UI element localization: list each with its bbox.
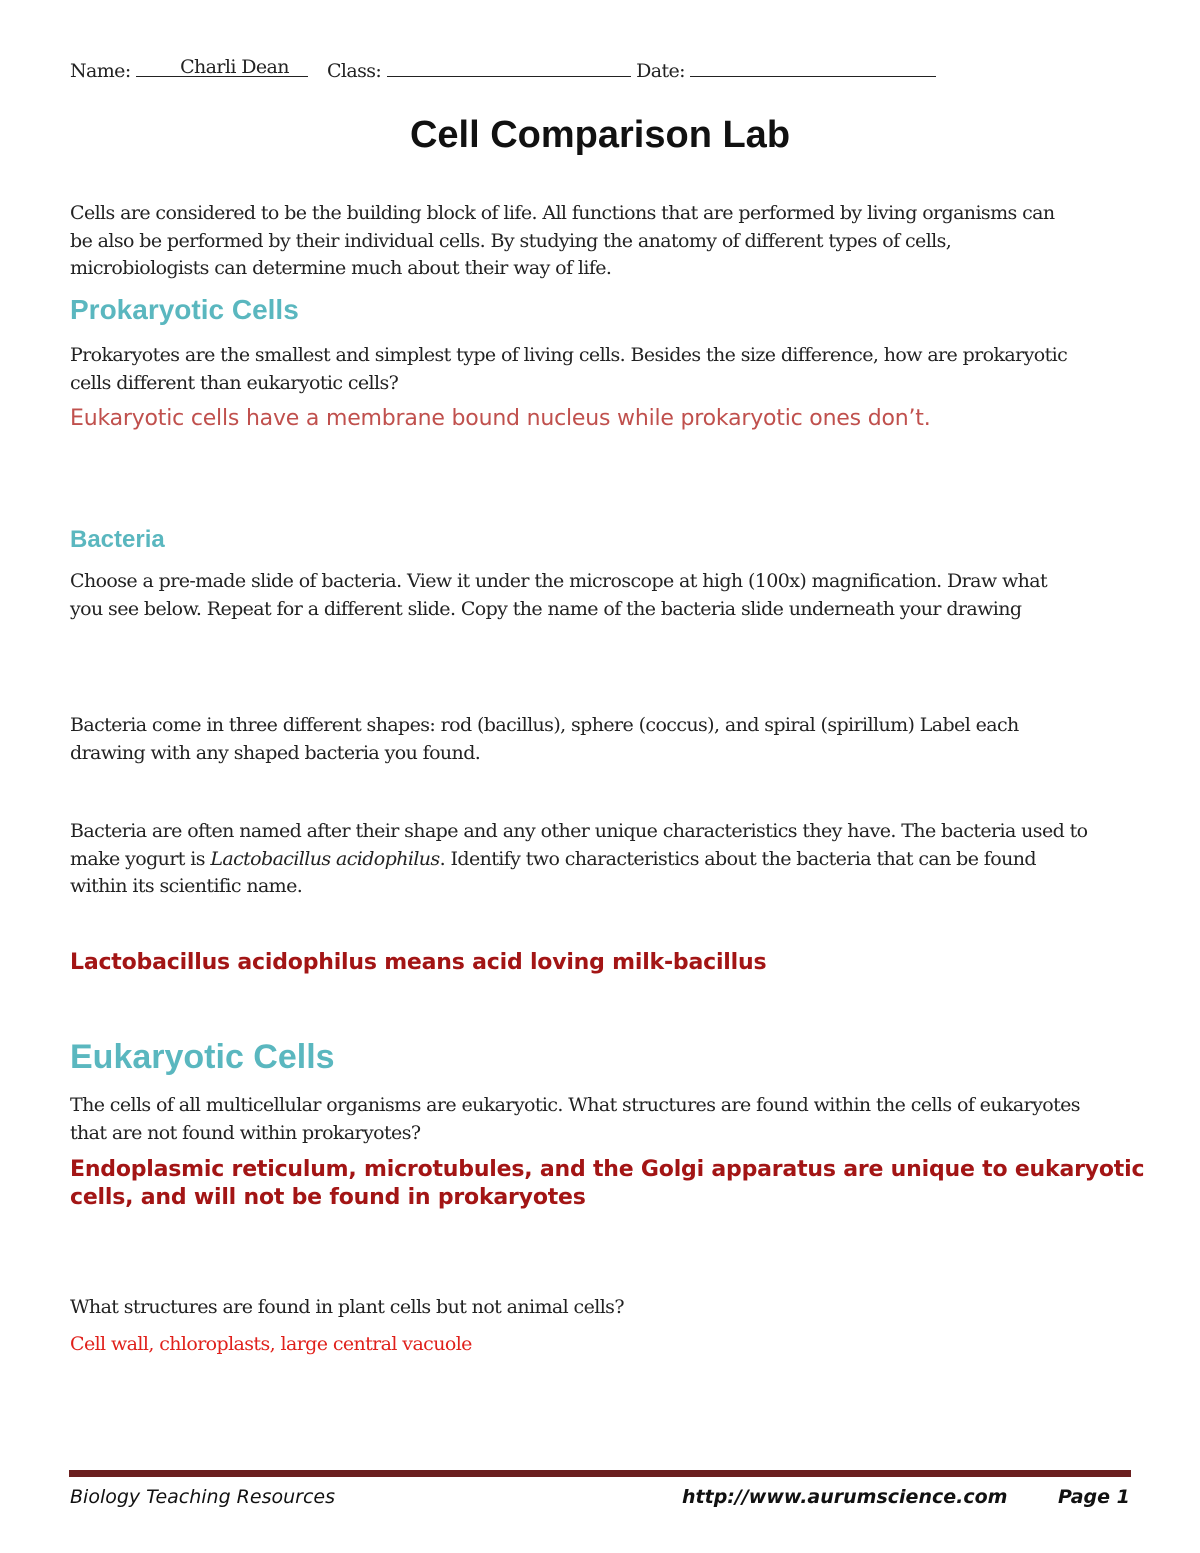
name-field[interactable] <box>136 55 308 78</box>
plant-question: What structures are found in plant cells but not animal cells? <box>70 1296 624 1318</box>
footer-url[interactable]: http://www.aurumscience.com <box>682 1486 1008 1508</box>
name-value: Charli Dean <box>180 55 289 78</box>
question-line: Prokaryotes are the smallest and simplest type of living cells. Besides the size difference, how are prokaryotic <box>70 344 1068 366</box>
page-title: Cell Comparison Lab <box>409 114 791 156</box>
naming-line: make yogurt is Lactobacillus acidophilus. Identify two characteristics about the bacteria that can be found <box>70 847 1036 870</box>
shapes-line: drawing with any shaped bacteria you found. <box>70 741 481 764</box>
header-fields <box>70 55 936 86</box>
question-line: cells different than eukaryotic cells? <box>70 371 399 394</box>
question-line: The cells of all multicellular organisms are eukaryotic. What structures are found within the cells of eukaryotes <box>70 1094 1080 1116</box>
bacteria-heading: Bacteria <box>70 526 165 553</box>
shapes-line: Bacteria come in three different shapes: rod (bacillus), sphere (coccus), and spiral (spirillum) Label each <box>70 714 1019 736</box>
prokaryotic-question <box>70 342 1150 397</box>
bacteria-shapes-text <box>70 712 1150 767</box>
bacteria-naming-text <box>70 818 1150 901</box>
intro-paragraph <box>70 200 1150 283</box>
prokaryotic-answer[interactable]: Eukaryotic cells have a membrane bound nucleus while prokaryotic ones don’t. <box>70 406 931 431</box>
answer-line: Endoplasmic reticulum, microtubules, and the Golgi apparatus are unique to eukaryotic <box>70 1157 1145 1182</box>
class-label: Class: <box>326 60 382 82</box>
class-field[interactable] <box>387 58 631 77</box>
footer-rule <box>69 1470 1131 1477</box>
naming-line: Bacteria are often named after their shape and any other unique characteristics they have. The bacteria used to <box>70 820 1088 842</box>
footer-left: Biology Teaching Resources <box>70 1486 335 1508</box>
question-line: that are not found within prokaryotes? <box>70 1121 421 1144</box>
bacteria-instructions <box>70 568 1150 623</box>
plant-answer[interactable]: Cell wall, chloroplasts, large central vacuole <box>70 1333 472 1355</box>
eukaryotic-answer[interactable] <box>70 1156 1150 1212</box>
bacteria-answer[interactable]: Lactobacillus acidophilus means acid loving milk-bacillus <box>70 950 767 975</box>
naming-line: within its scientific name. <box>70 875 303 897</box>
answer-line: cells, and will not be found in prokaryotes <box>70 1185 586 1210</box>
footer-page: Page 1 <box>1058 1486 1130 1508</box>
species-name: Lactobacillus acidophilus <box>210 847 440 870</box>
date-field[interactable] <box>690 58 936 77</box>
instruction-line: Choose a pre-made slide of bacteria. View it under the microscope at high (100x) magnification. Draw what <box>70 570 1048 592</box>
intro-line: microbiologists can determine much about their way of life. <box>70 257 612 279</box>
name-label: Name: <box>70 60 131 82</box>
instruction-line: you see below. Repeat for a different slide. Copy the name of the bacteria slide underneath your drawing <box>70 597 1022 620</box>
eukaryotic-question <box>70 1092 1150 1147</box>
intro-line: be also be performed by their individual cells. By studying the anatomy of different types of cells, <box>70 229 952 252</box>
prokaryotic-heading: Prokaryotic Cells <box>70 294 299 325</box>
intro-line: Cells are considered to be the building block of life. All functions that are performed by living organisms can <box>70 202 1055 224</box>
eukaryotic-heading: Eukaryotic Cells <box>70 1038 335 1076</box>
date-label: Date: <box>636 60 685 82</box>
